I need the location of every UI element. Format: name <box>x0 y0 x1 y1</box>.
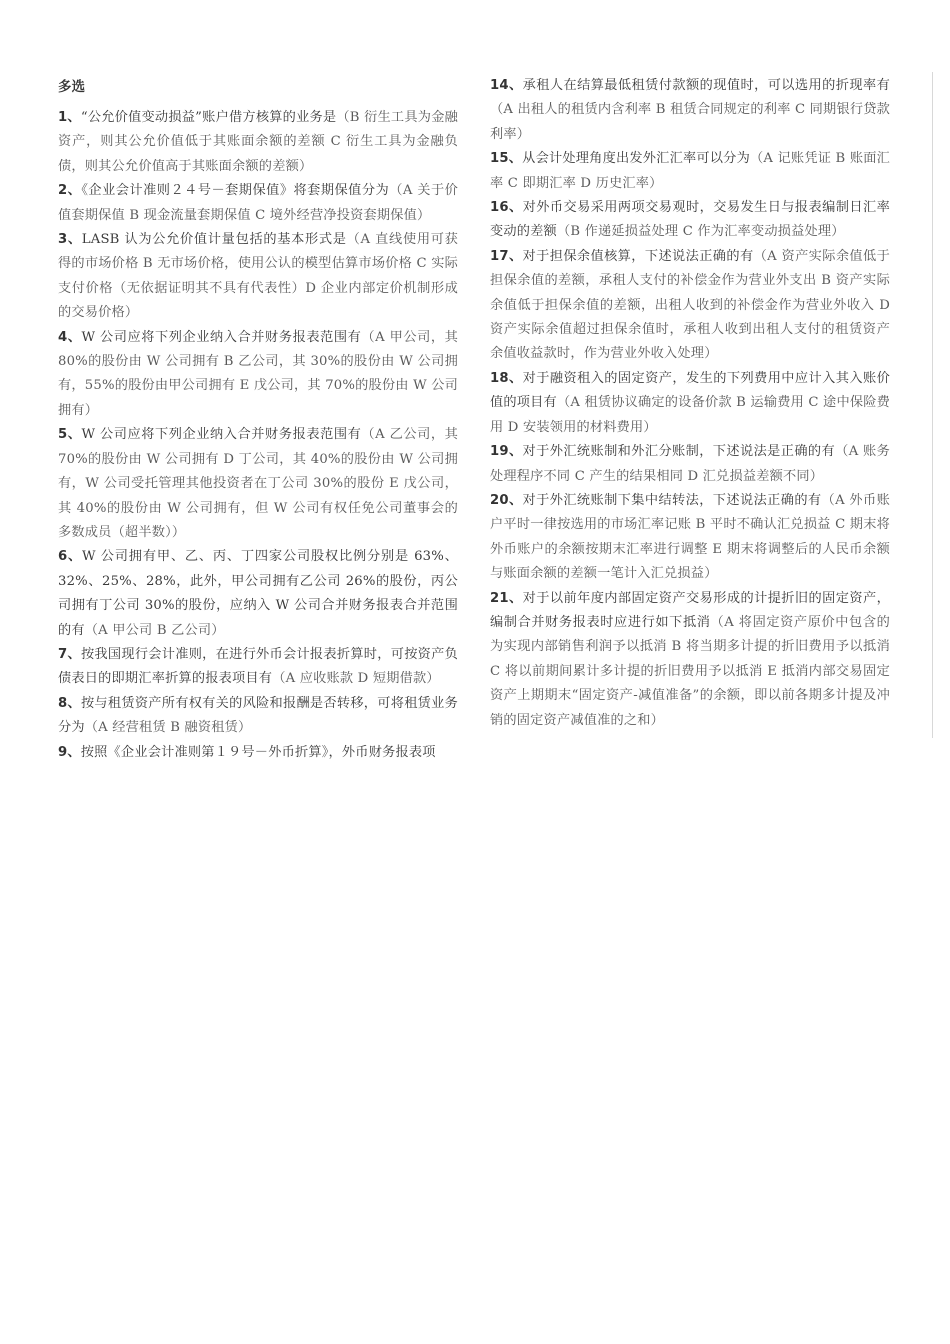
answer-text: （A 将固定资产原价中包含的为实现内部销售利润予以抵消 B 将当期多计提的折旧费用予以抵消 C 将以前期间累计多计提的折旧费用予以抵消 E 抵消内部交易固定资产上期期末“固定资产-减值准备”的余额，即以前各期多计提及冲销的固定资产减值准的之和） <box>490 614 891 728</box>
question-item-14 <box>490 74 890 147</box>
question-item-3 <box>58 228 458 326</box>
question-item-15 <box>490 147 890 196</box>
question-item-19 <box>490 440 890 489</box>
question-text: W 公司拥有甲、乙、丙、丁四家公司股权比例分别是 63%、32%、25%、28%，此外，甲公司拥有乙公司 26%的股份，丙公司拥有丁公司 30%的股份，应纳入 W 公司合并财务报表合并范围的有 <box>58 549 458 638</box>
question-text: “公允价值变动损益”账户借方核算的业务是 <box>80 110 337 125</box>
question-text: 从会计处理角度出发外汇汇率可以分为 <box>522 151 750 167</box>
question-text: LASB 认为公允价值计量包括的基本形式是 <box>81 232 347 248</box>
answer-text: （A 资产实际余值低于担保余值的差额，承租人支付的补偿金作为营业外支出 B 资产实际余值低于担保余值的差额，出租人收到的补偿金作为营业外收入 D 资产实际余值超过担保余值时，承租人收到出租人支付的租赁资产余值收益款时，作为营业外收入处理） <box>490 248 890 362</box>
question-number: 4、 <box>58 329 82 345</box>
answer-text: （A 记账凭证 B 账面汇率 C 即期汇率 D 历史汇率） <box>490 151 891 191</box>
question-item-17 <box>490 245 890 367</box>
question-number: 17、 <box>490 248 523 264</box>
question-text: 按我国现行会计准则，在进行外币会计报表折算时，可按资产负债表日的即期汇率折算的报表项目有 <box>58 646 458 687</box>
question-text: 《企业会计准则２４号－套期保值》将套期保值分为 <box>81 183 390 199</box>
page-edge-divider <box>932 72 933 738</box>
answer-text: （A 账务处理程序不同 C 产生的结果相同 D 汇兑损益差额不同） <box>490 444 890 484</box>
answer-text: （A 出租人的租赁内含利率 B 租赁合同规定的利率 C 同期银行贷款利率） <box>490 102 890 142</box>
question-text: W 公司应将下列企业纳入合并财务报表范围有 <box>81 427 362 443</box>
question-item-21 <box>490 587 890 733</box>
question-item-20 <box>490 489 890 587</box>
question-number: 8、 <box>58 695 81 711</box>
answer-text: （A 应收账款 D 短期借款） <box>272 671 440 687</box>
question-item-16 <box>490 196 890 245</box>
answer-text: （A 甲公司 B 乙公司） <box>84 622 225 638</box>
answer-text: （B 作递延损益处理 C 作为汇率变动损益处理） <box>556 224 845 240</box>
question-text: 对外币交易采用两项交易观时，交易发生日与报表编制日汇率变动的差额 <box>490 200 891 240</box>
question-item-8 <box>58 692 458 741</box>
question-item-6 <box>58 545 458 643</box>
question-item-1 <box>58 106 458 179</box>
question-number: 6、 <box>58 549 83 565</box>
answer-text: （A 直线使用可获得的市场价格 B 无市场价格，使用公认的模型估算市场价格 C 实际支付价格（无依据证明其不具有代表性）D 企业内部定价机制形成的交易价格） <box>58 232 458 321</box>
question-number: 9、 <box>58 744 81 760</box>
answer-text: （A 租赁协议确定的设备价款 B 运输费用 C 途中保险费用 D 安装领用的材料费用） <box>490 395 891 435</box>
question-number: 3、 <box>58 232 82 248</box>
question-text: 按与租赁资产所有权有关的风险和报酬是否转移，可将租赁业务分为 <box>58 695 458 736</box>
question-number: 15、 <box>490 151 523 167</box>
question-text: W 公司应将下列企业纳入合并财务报表范围有 <box>81 329 362 345</box>
question-text: 承租人在结算最低租赁付款额的现值时，可以选用的折现率有 <box>522 78 891 93</box>
question-number: 7、 <box>58 646 81 662</box>
question-number: 1、 <box>58 110 81 125</box>
question-text: 对于外汇统账制下集中结转法，下述说法正确的有 <box>522 492 822 508</box>
question-text: 对于融资租入的固定资产，发生的下列费用中应计入其入账价值的项目有 <box>490 370 891 411</box>
question-item-18 <box>490 367 890 440</box>
answer-text: （A 关于价值套期保值 B 现金流量套期保值 C 境外经营净投资套期保值） <box>58 183 459 223</box>
question-item-2 <box>58 179 458 228</box>
answer-text: （A 外币账户平时一律按选用的市场汇率记账 B 平时不确认汇兑损益 C 期末将外币账户的余额按期末汇率进行调整 E 期末将调整后的人民币余额与账面余额的差额一笔计入汇兑损益） <box>490 492 890 582</box>
question-number: 16、 <box>490 200 523 216</box>
question-text: 对于担保余值核算，下述说法正确的有 <box>522 248 754 264</box>
question-number: 18、 <box>490 370 523 386</box>
question-text: 按照《企业会计准则第１９号－外币折算》，外币财务报表项 <box>80 744 436 760</box>
question-item-5 <box>58 423 458 545</box>
question-number: 19、 <box>490 444 523 460</box>
question-number: 5、 <box>58 427 82 443</box>
question-text: 对于外汇统账制和外汇分账制，下述说法是正确的有 <box>522 444 836 460</box>
question-number: 21、 <box>490 590 523 606</box>
answer-text: （B 衍生工具为金融资产，则其公允价值低于其账面余额的差额 C 衍生工具为金融负债，则其公允价值高于其账面余额的差额） <box>58 110 459 174</box>
answer-text: （A 乙公司，其 70%的股份由 W 公司拥有 D 丁公司，其 40%的股份由 W 公司拥有，W 公司受托管理其他投资者在丁公司 30%的股份 E 戊公司，其 40%的股份由 W 公司拥有，但 W 公司有权任免公司董事会的多数成员（超半数）） <box>58 427 458 540</box>
right-column <box>490 74 890 733</box>
question-item-9 <box>58 741 458 765</box>
left-column <box>58 76 458 765</box>
section-title: 多选 <box>58 80 86 95</box>
answer-text: （A 甲公司，其 80%的股份由 W 公司拥有 B 乙公司，其 30%的股份由 W 公司拥有，55%的股份由甲公司拥有 E 戊公司，其 70%的股份由 W 公司拥有） <box>58 329 458 418</box>
question-text: 对于以前年度内部固定资产交易形成的计提折旧的固定资产，编制合并财务报表时应进行如下抵消 <box>490 590 891 630</box>
question-number: 2、 <box>58 183 82 199</box>
answer-text: （A 经营租赁 B 融资租赁） <box>84 720 252 736</box>
question-item-4 <box>58 326 458 424</box>
question-item-7 <box>58 643 458 692</box>
question-number: 14、 <box>490 78 523 93</box>
question-number: 20、 <box>490 492 523 508</box>
